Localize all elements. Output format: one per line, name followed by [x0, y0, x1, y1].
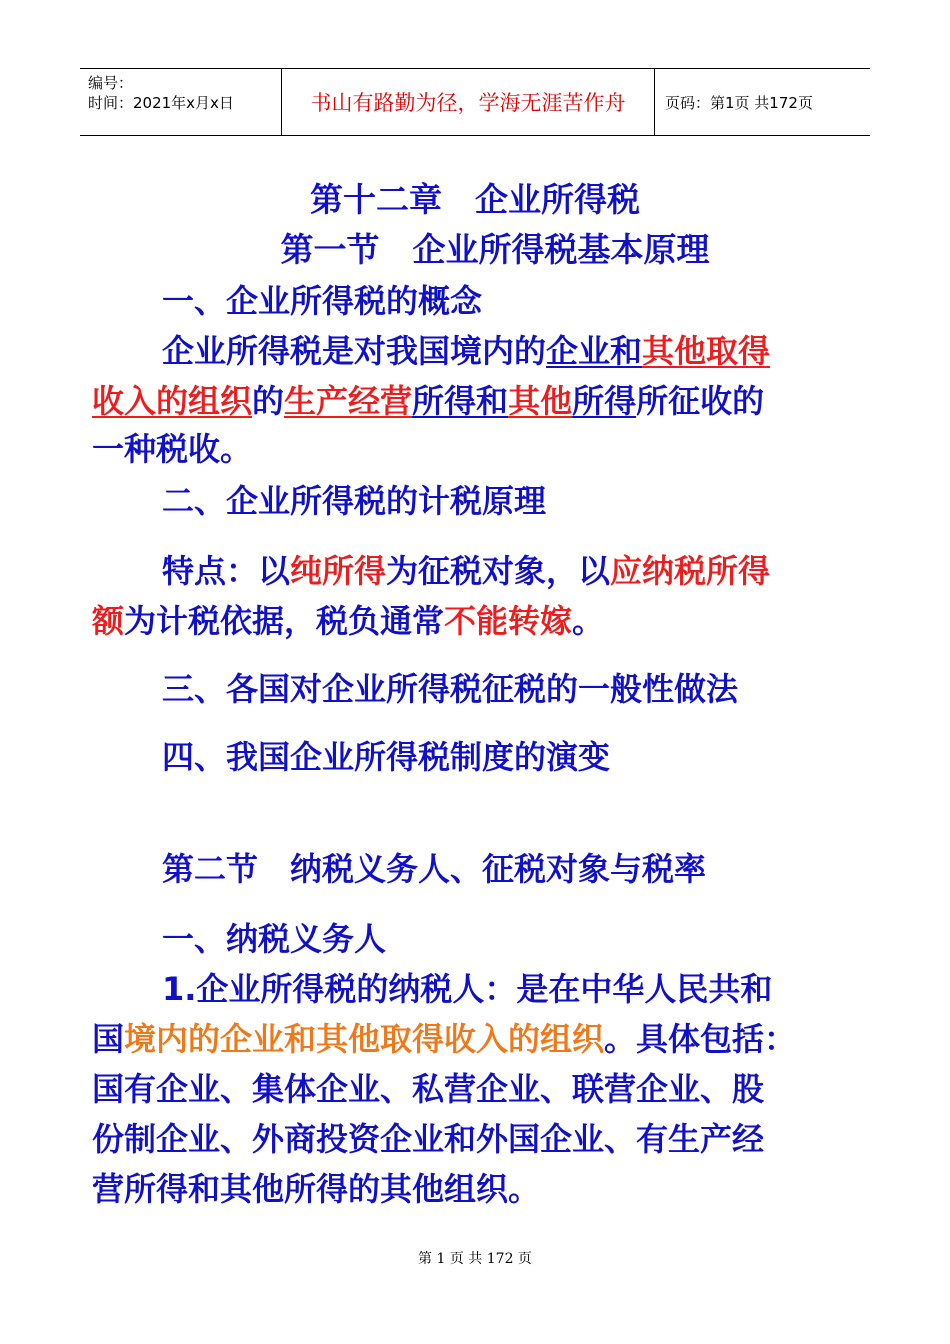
header-motto: 书山有路勤为径，学海无涯苦作舟: [282, 69, 655, 135]
paragraph-principle-line1: 特点：以纯所得为征税对象，以应纳税所得: [162, 552, 771, 590]
paragraph-concept-line2: 收入的组织的生产经营所得和其他所得所征收的: [92, 382, 765, 420]
number-label: 编号：: [88, 74, 134, 92]
paragraph-concept-line3: 一种税收。: [92, 430, 253, 468]
section2-title: 第二节 纳税义务人、征税对象与税率: [162, 850, 707, 888]
heading-concept: 一、企业所得税的概念: [162, 282, 483, 320]
header-page-info: 页码：第1页 共172页: [665, 93, 813, 112]
paragraph-taxpayer-line3: 国有企业、集体企业、私营企业、联营企业、股: [92, 1070, 765, 1108]
chapter-title: 第十二章 企业所得税: [310, 180, 640, 219]
header-table: [80, 68, 870, 136]
heading-principle: 二、企业所得税的计税原理: [162, 482, 547, 520]
paragraph-taxpayer-line5: 营所得和其他所得的其他组织。: [92, 1170, 541, 1208]
paragraph-taxpayer-line2: 国境内的企业和其他取得收入的组织。具体包括：: [92, 1020, 797, 1058]
paragraph-concept-line1: 企业所得税是对我国境内的企业和其他取得: [162, 332, 771, 370]
paragraph-taxpayer-line1: 1.企业所得税的纳税人：是在中华人民共和: [162, 970, 773, 1008]
page-footer: 第 1 页 共 172 页: [418, 1251, 532, 1267]
paragraph-principle-line2: 额为计税依据，税负通常不能转嫁。: [92, 602, 605, 640]
heading-evolution: 四、我国企业所得税制度的演变: [162, 738, 611, 776]
heading-practice: 三、各国对企业所得税征税的一般性做法: [162, 670, 739, 708]
paragraph-taxpayer-line4: 份制企业、外商投资企业和外国企业、有生产经: [92, 1120, 765, 1158]
heading-taxpayer: 一、纳税义务人: [162, 920, 387, 958]
time-label: 时间：2021年x月x日: [88, 94, 234, 112]
section1-title: 第一节 企业所得税基本原理: [280, 230, 710, 269]
header-meta: [80, 69, 282, 135]
